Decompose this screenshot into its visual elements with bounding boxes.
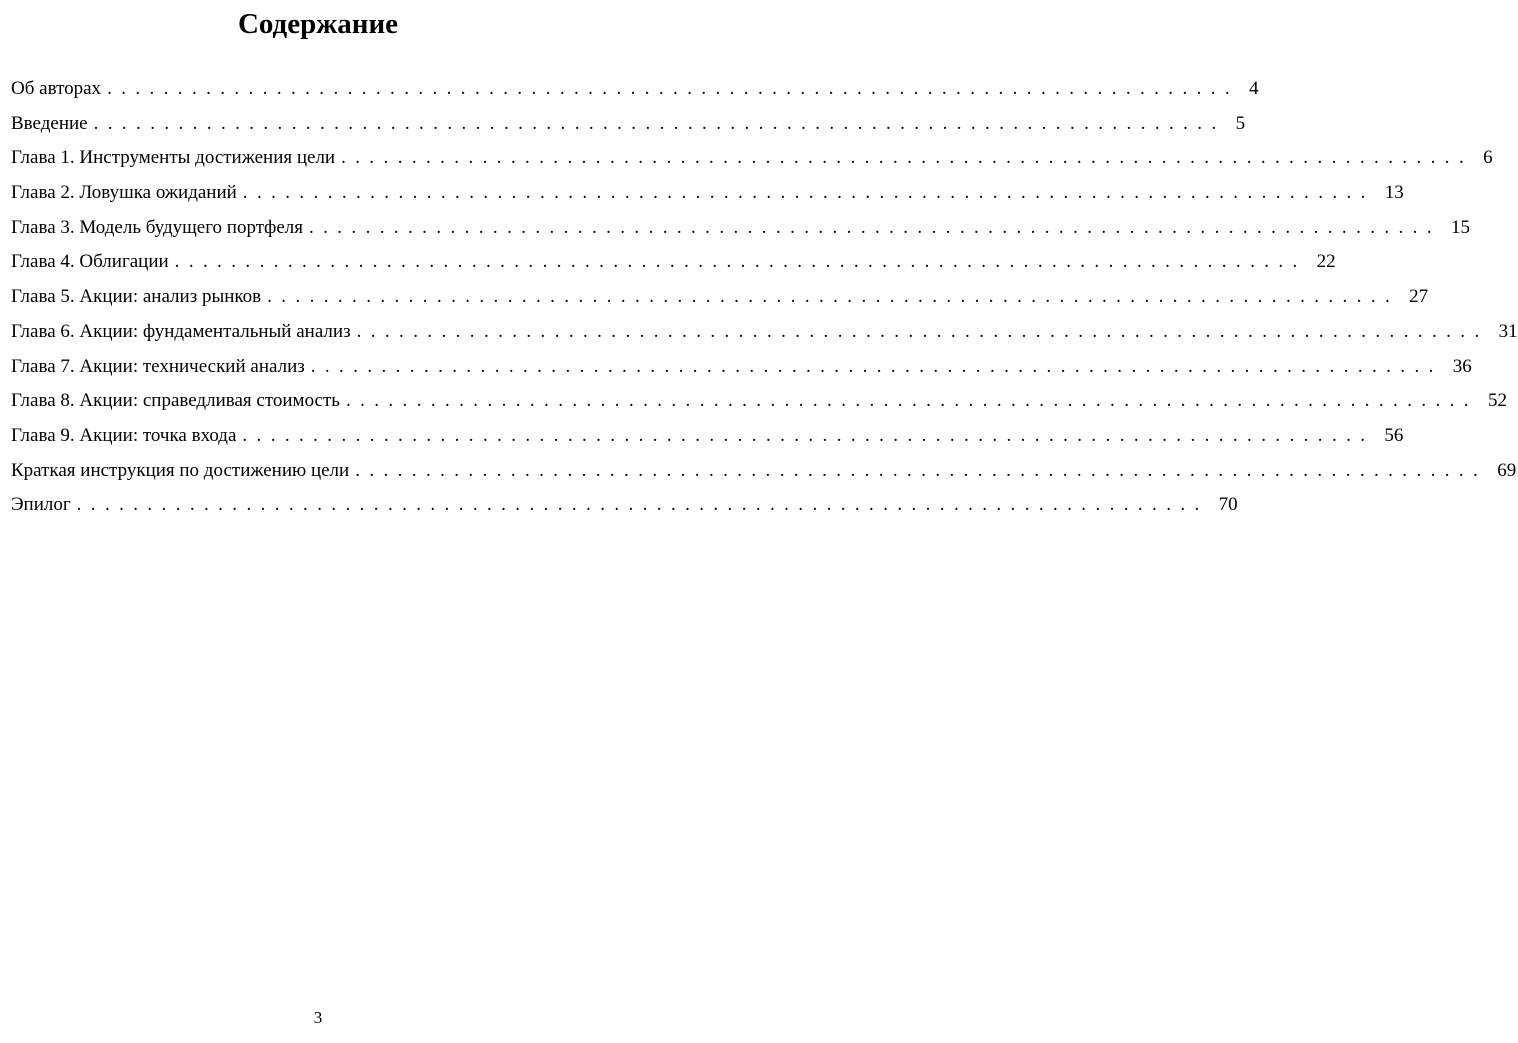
toc-entry-page: 13 bbox=[1384, 182, 1404, 204]
dot-leader: ................................................................................ bbox=[356, 320, 1489, 342]
toc-entry[interactable] bbox=[11, 245, 1336, 280]
toc-entry-page: 27 bbox=[1409, 286, 1429, 308]
toc-entry-title: Глава 3. Модель будущего портфеля bbox=[11, 216, 303, 238]
page-title: Содержание bbox=[237, 8, 399, 40]
toc-entry-page: 36 bbox=[1452, 355, 1472, 377]
dot-leader: ................................................................................ bbox=[107, 78, 1240, 99]
dot-leader: ................................................................................ bbox=[341, 147, 1474, 169]
toc-entry-page: 70 bbox=[1218, 494, 1238, 516]
toc-entry-title: Глава 9. Акции: точка входа bbox=[11, 424, 237, 446]
toc-entry[interactable] bbox=[11, 280, 1429, 315]
page-number: 3 bbox=[313, 1008, 323, 1027]
toc-entry-title: Краткая инструкция по достижению цели bbox=[11, 459, 350, 481]
toc-entry-title: Глава 7. Акции: технический анализ bbox=[11, 355, 305, 377]
toc-entry-page: 4 bbox=[1249, 78, 1259, 99]
toc-entry[interactable] bbox=[11, 141, 1493, 176]
toc-entry-page: 15 bbox=[1450, 216, 1470, 238]
toc-entry[interactable] bbox=[11, 211, 1470, 246]
toc-entry-title: Глава 4. Облигации bbox=[11, 251, 169, 273]
toc-entry-title: Глава 1. Инструменты достижения цели bbox=[11, 147, 336, 169]
table-of-contents bbox=[11, 72, 1518, 523]
toc-entry[interactable] bbox=[11, 350, 1472, 385]
dot-leader: ................................................................................ bbox=[174, 251, 1307, 273]
toc-entry-page: 56 bbox=[1384, 424, 1404, 446]
dot-leader: ................................................................................ bbox=[242, 424, 1375, 446]
toc-entry-title: Об авторах bbox=[11, 78, 102, 99]
dot-leader: ................................................................................ bbox=[242, 182, 1375, 204]
dot-leader: ................................................................................ bbox=[355, 459, 1488, 481]
toc-entry-title: Глава 8. Акции: справедливая стоимость bbox=[11, 390, 340, 412]
dot-leader: ................................................................................ bbox=[93, 112, 1226, 134]
toc-entry[interactable] bbox=[11, 454, 1517, 489]
toc-entry-page: 69 bbox=[1497, 459, 1517, 481]
toc-entry-title: Глава 5. Акции: анализ рынков bbox=[11, 286, 262, 308]
toc-entry[interactable] bbox=[11, 488, 1238, 523]
toc-entry-page: 5 bbox=[1235, 112, 1246, 134]
toc-entry[interactable] bbox=[11, 107, 1246, 142]
toc-entry-page: 31 bbox=[1498, 320, 1518, 342]
dot-leader: ................................................................................ bbox=[76, 494, 1209, 516]
toc-entry-page: 22 bbox=[1316, 251, 1336, 273]
dot-leader: ................................................................................ bbox=[345, 390, 1478, 412]
toc-entry-title: Введение bbox=[11, 112, 88, 134]
toc-entry[interactable] bbox=[11, 419, 1404, 454]
toc-entry[interactable] bbox=[11, 176, 1404, 211]
toc-entry[interactable] bbox=[11, 72, 1259, 107]
toc-entry-page: 6 bbox=[1483, 147, 1493, 169]
toc-entry-page: 52 bbox=[1487, 390, 1507, 412]
dot-leader: ................................................................................ bbox=[310, 355, 1443, 377]
toc-entry-title: Глава 6. Акции: фундаментальный анализ bbox=[11, 320, 351, 342]
toc-entry-title: Эпилог bbox=[11, 494, 71, 516]
toc-entry-title: Глава 2. Ловушка ожиданий bbox=[11, 182, 237, 204]
toc-entry[interactable] bbox=[11, 315, 1518, 350]
dot-leader: ................................................................................ bbox=[267, 286, 1400, 308]
toc-entry[interactable] bbox=[11, 384, 1507, 419]
dot-leader: ................................................................................ bbox=[308, 216, 1441, 238]
